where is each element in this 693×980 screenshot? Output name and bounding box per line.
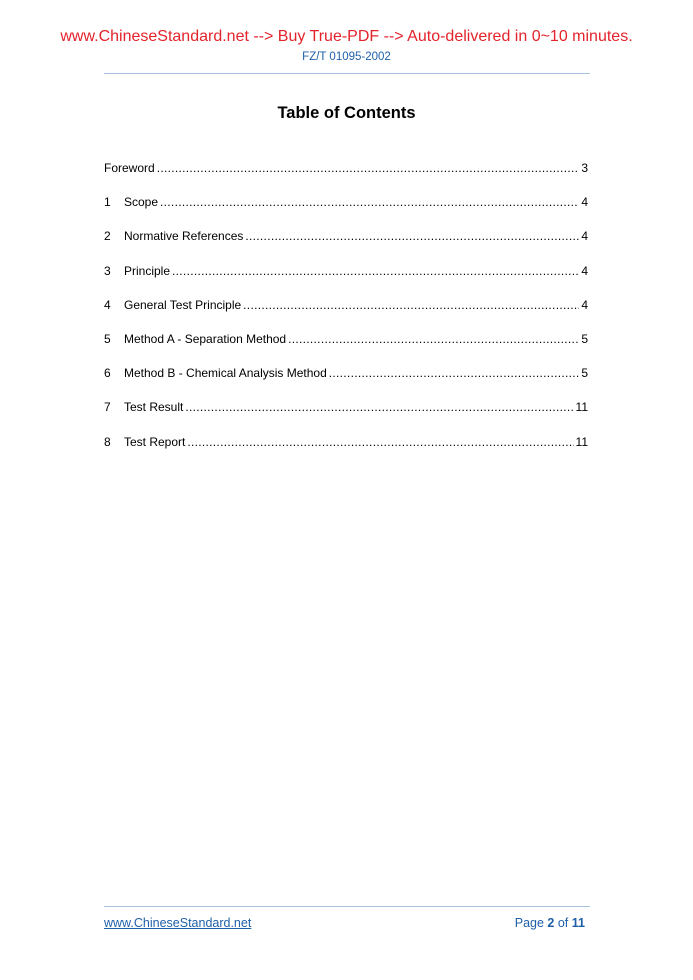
toc-entry-number: 7 xyxy=(104,400,111,415)
page-indicator xyxy=(515,916,585,930)
toc-entry-test-result[interactable] xyxy=(104,400,588,434)
toc-entry-label: Test Report xyxy=(124,434,186,449)
page-prefix: Page xyxy=(514,916,544,930)
toc-entry-page: 5 xyxy=(581,366,588,381)
toc-dot-leader xyxy=(185,400,573,414)
toc-entry-label: Normative References xyxy=(124,229,244,244)
toc-entry-number: 4 xyxy=(104,297,111,312)
toc-title: Table of Contents xyxy=(277,104,416,122)
promo-banner[interactable]: www.ChineseStandard.net --> Buy True-PDF --> Auto-delivered in 0~10 minutes. xyxy=(60,28,633,45)
toc-entry-principle[interactable] xyxy=(104,264,588,298)
toc-entry-page: 11 xyxy=(575,434,588,449)
toc-entry-general-test-principle[interactable] xyxy=(104,298,588,332)
toc-entry-page: 4 xyxy=(581,195,588,210)
toc-entry-number: 3 xyxy=(104,263,111,278)
toc-entry-page: 11 xyxy=(575,400,588,415)
standard-code: FZ/T 01095-2002 xyxy=(302,51,391,63)
toc-entry-number: 5 xyxy=(104,331,111,346)
toc-entry-page: 4 xyxy=(581,297,588,312)
toc-dot-leader xyxy=(288,332,579,346)
toc-entry-label: Method B - Chemical Analysis Method xyxy=(124,366,327,381)
toc-entry-method-b[interactable] xyxy=(104,366,588,400)
toc-entry-number: 2 xyxy=(104,229,111,244)
toc-entry-page: 5 xyxy=(581,331,588,346)
page-total: 11 xyxy=(571,916,585,930)
page-current: 2 xyxy=(547,916,555,930)
toc-entry-foreword[interactable] xyxy=(104,161,588,195)
toc-dot-leader xyxy=(243,298,579,312)
toc-entry-label: Scope xyxy=(124,195,159,210)
toc-entry-label: Method A - Separation Method xyxy=(124,331,287,346)
header-divider xyxy=(104,73,590,74)
toc-entry-label: Foreword xyxy=(104,161,155,175)
toc-entry-normative-references[interactable] xyxy=(104,229,588,263)
toc-entry-label: Test Result xyxy=(124,400,184,415)
toc-entry-number: 8 xyxy=(104,434,111,449)
toc-dot-leader xyxy=(245,229,579,243)
footer-divider xyxy=(104,906,590,907)
toc-entry-test-report[interactable] xyxy=(104,435,588,469)
toc-dot-leader xyxy=(160,195,579,209)
toc-dot-leader xyxy=(157,161,580,175)
footer-website-link[interactable]: www.ChineseStandard.net xyxy=(104,916,252,930)
toc-entry-method-a[interactable] xyxy=(104,332,588,366)
toc-entry-page: 4 xyxy=(581,263,588,278)
toc-dot-leader xyxy=(172,264,579,278)
toc-entry-number: 6 xyxy=(104,366,111,381)
toc-entry-page: 4 xyxy=(581,229,588,244)
toc-entry-label: Principle xyxy=(124,263,171,278)
toc-entry-scope[interactable] xyxy=(104,195,588,229)
toc-dot-leader xyxy=(329,366,580,380)
toc-dot-leader xyxy=(187,435,573,449)
page-of: of xyxy=(557,916,569,930)
toc-entry-number: 1 xyxy=(104,195,111,210)
toc-entry-page: 3 xyxy=(581,161,588,175)
toc-entry-label: General Test Principle xyxy=(124,297,242,312)
toc-list xyxy=(104,161,588,469)
